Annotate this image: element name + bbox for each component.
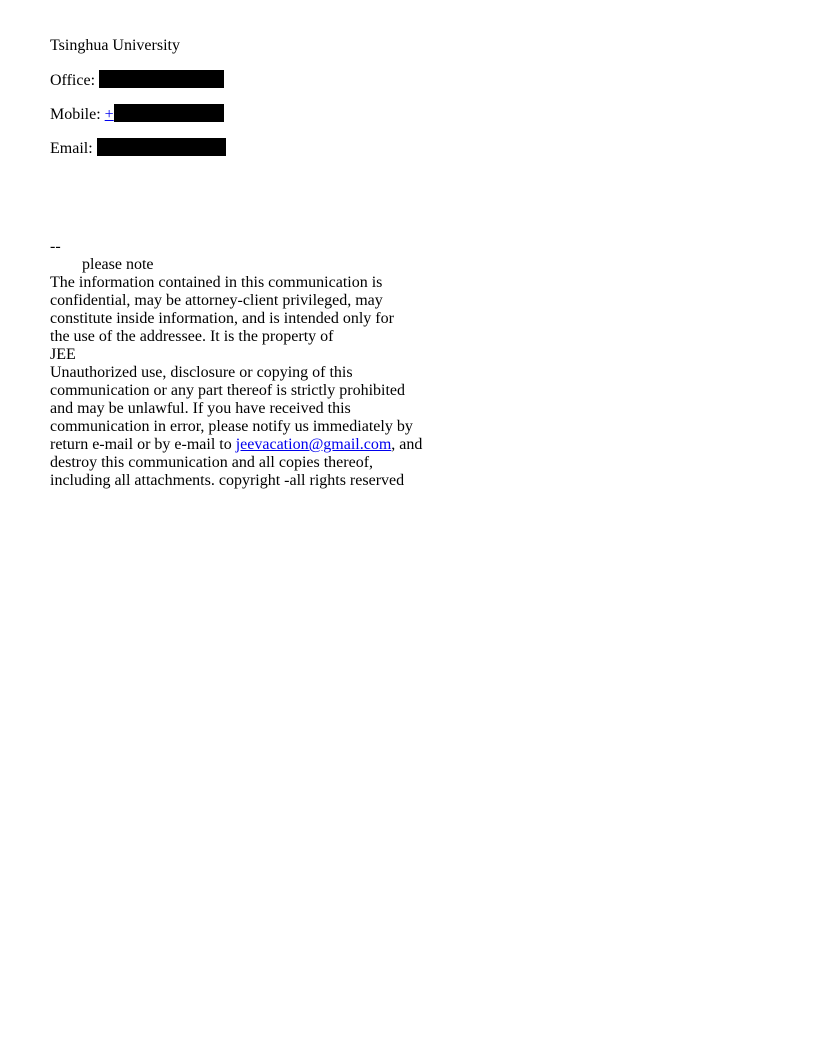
disclaimer: [50, 238, 790, 490]
note-heading: please note: [82, 256, 154, 273]
affiliation: Tsinghua University: [50, 37, 180, 54]
email-line-before: return e-mail or by e-mail to: [50, 436, 236, 453]
email-label: Email:: [50, 140, 93, 157]
disclaimer-line: communication or any part thereof is strictly prohibited: [50, 382, 406, 399]
disclaimer-line: The information contained in this communication is: [50, 274, 383, 291]
email-line-after: , and: [391, 436, 423, 453]
mobile-row: [50, 104, 790, 124]
disclaimer-line: constitute inside information, and is intended only for: [50, 310, 394, 327]
disclaimer-line: including all attachments. copyright -all rights reserved: [50, 472, 405, 489]
contact-email-link[interactable]: jeevacation@gmail.com: [235, 436, 392, 453]
disclaimer-email-line: [50, 436, 790, 454]
mobile-label: Mobile:: [50, 106, 101, 123]
office-label: Office:: [50, 72, 96, 89]
disclaimer-line: the use of the addressee. It is the property of: [50, 328, 334, 345]
disclaimer-line: and may be unlawful. If you have received this: [50, 400, 351, 417]
email-body: [50, 36, 790, 490]
mobile-link[interactable]: +: [104, 106, 114, 123]
spacer: [50, 172, 790, 238]
disclaimer-line: destroy this communication and all copies thereof,: [50, 454, 374, 471]
signature-separator: --: [50, 238, 61, 255]
disclaimer-line: communication in error, please notify us immediately by: [50, 418, 413, 435]
email-row: [50, 138, 790, 158]
mobile-redaction: [114, 104, 224, 122]
disclaimer-line: JEE: [50, 346, 76, 363]
email-redaction: [97, 138, 226, 156]
office-row: [50, 70, 790, 90]
disclaimer-line: Unauthorized use, disclosure or copying of this: [50, 364, 353, 381]
office-redaction: [99, 70, 224, 88]
disclaimer-line: confidential, may be attorney-client privileged, may: [50, 292, 383, 309]
